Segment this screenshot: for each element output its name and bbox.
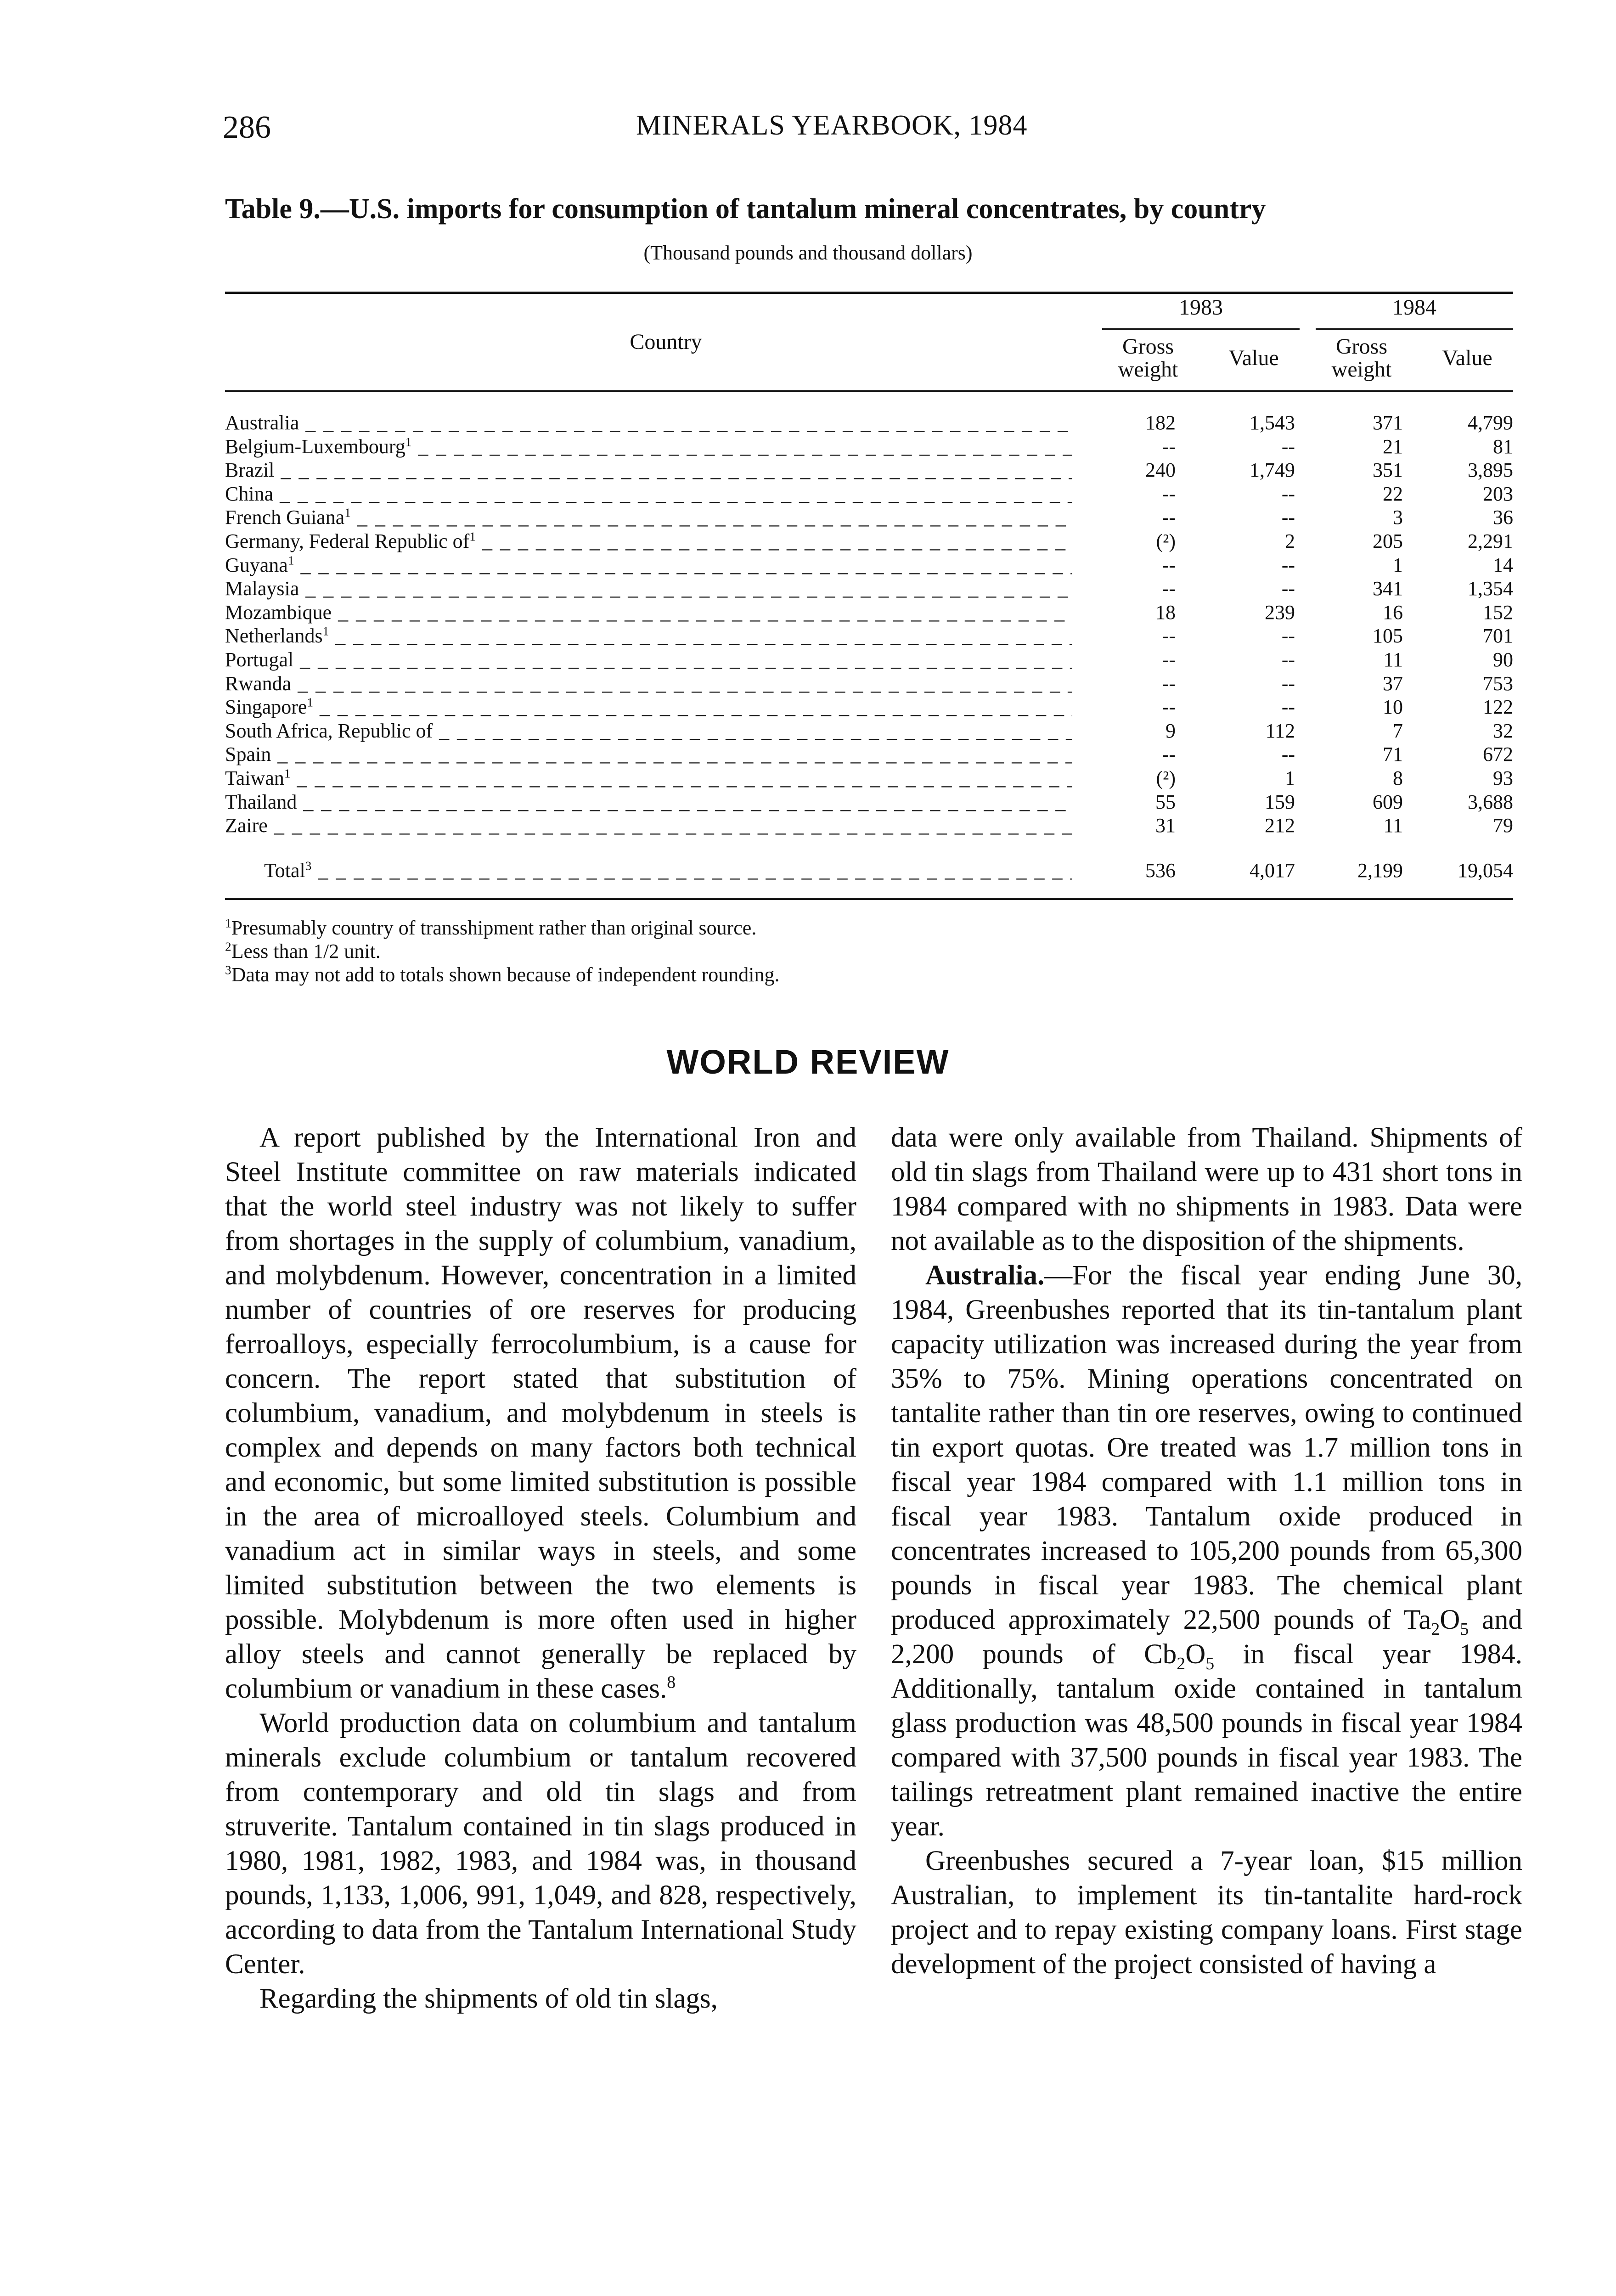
table-row — [225, 435, 1513, 459]
header-year-1983: 1983 — [1179, 295, 1223, 320]
footnote — [225, 940, 779, 963]
country-name: French Guiana — [225, 506, 345, 529]
country-cell — [225, 695, 1072, 719]
gross-weight-1983-cell: -- — [1162, 577, 1176, 600]
country-name: Portugal — [225, 648, 294, 671]
paragraph: World production data on columbium and tantalum minerals exclude columbium or tantalum recovered from contemporary and old tin slags and from struverite. Tantalum contained in tin slags produced in 1980, 1981, 1982, 1983, and 1984 was, in thousand pounds, 1,133, 1,006, 991, 1,049, and 828, respectively, according to data from the Tantalum International Study Center. — [225, 1708, 856, 1980]
value-1983-cell: 1,543 — [1250, 411, 1295, 434]
value-1983-cell: 1 — [1285, 766, 1295, 789]
table-title — [225, 193, 1266, 225]
country-footnote-mark: 1 — [322, 624, 329, 638]
country-cell — [225, 482, 1072, 506]
value-1984-cell: 79 — [1493, 814, 1513, 837]
gross-weight-1983-cell: -- — [1162, 553, 1176, 576]
country-cell — [225, 719, 1072, 743]
value-1983-cell: -- — [1281, 553, 1295, 576]
table-row — [225, 506, 1513, 529]
table-number: Table 9. — [225, 193, 321, 225]
page-number: 286 — [223, 110, 271, 145]
gross-weight-1983-cell: -- — [1162, 648, 1176, 671]
value-1983-cell: 112 — [1265, 719, 1295, 742]
country-cell — [225, 743, 1072, 766]
table-body — [225, 411, 1513, 838]
value-1983-cell: -- — [1281, 625, 1295, 647]
value-1983-cell: -- — [1281, 648, 1295, 671]
paragraph-text: O — [1440, 1604, 1460, 1635]
country-name: Rwanda — [225, 672, 292, 695]
table-row — [225, 648, 1513, 672]
subscript: 5 — [1460, 1620, 1469, 1639]
gross-weight-1984-cell: 205 — [1373, 529, 1403, 552]
value-1983-cell: -- — [1281, 672, 1295, 695]
gross-weight-1983-cell: 18 — [1155, 601, 1176, 624]
table-row — [225, 695, 1513, 719]
country-cell — [225, 601, 1072, 625]
table-row — [225, 601, 1513, 625]
header-value-1984: Value — [1442, 346, 1492, 370]
table-row — [225, 458, 1513, 482]
country-footnote-mark: 1 — [469, 529, 476, 544]
total-footnote-mark: 3 — [305, 859, 312, 873]
value-1983-cell: -- — [1281, 696, 1295, 719]
table-top-rule — [225, 292, 1513, 294]
gross-weight-1983-cell: (²) — [1156, 529, 1176, 552]
value-1984-cell: 3,895 — [1468, 459, 1513, 482]
table-row — [225, 743, 1513, 766]
section-heading: WORLD REVIEW — [666, 1043, 950, 1081]
paragraph-text: and 2,200 pounds of Cb — [891, 1604, 1523, 1670]
paragraph-text: O — [1185, 1639, 1206, 1670]
gross-weight-1984-cell: 11 — [1383, 648, 1403, 671]
country-name: Zaire — [225, 814, 268, 837]
country-name: South Africa, Republic of — [225, 719, 433, 742]
gross-weight-1983-cell: -- — [1162, 482, 1176, 505]
table-subtitle: (Thousand pounds and thousand dollars) — [643, 242, 973, 264]
gross-weight-1983-cell: 240 — [1145, 459, 1176, 482]
country-footnote-mark: 1 — [287, 553, 294, 567]
gross-weight-1984-cell: 37 — [1383, 672, 1403, 695]
country-cell — [225, 672, 1072, 696]
gross-weight-1984-cell: 105 — [1373, 625, 1403, 647]
gross-weight-1983-cell: 9 — [1166, 719, 1176, 742]
body-column-left — [225, 1120, 856, 2016]
paragraph-text: —For the fiscal year ending June 30, 1984, Greenbushes reported that its tin-tantalum plant capacity utilization was increased during the year from 35% to 75%. Mining operations concentrated on tantalite rather than tin ore reserves, owing to continued tin export quotas. Ore treated was 1.7 million tons in fiscal year 1984 compared with 1.1 million tons in fiscal year 1983. Tantalum oxide produced in concentrates increased to 105,200 pounds from 65,300 pounds in fiscal year 1983. The chemical plant produced approximately 22,500 pounds of Ta — [891, 1260, 1522, 1635]
gross-weight-1983-cell: 182 — [1145, 411, 1176, 434]
gross-weight-1983-cell: -- — [1162, 625, 1176, 647]
country-footnote-mark: 1 — [344, 506, 351, 520]
header-gross-weight-1984: Gross weight — [1331, 334, 1392, 382]
total-value-1984: 19,054 — [1458, 859, 1513, 882]
country-name: Belgium-Luxembourg — [225, 435, 405, 458]
value-1983-cell: 239 — [1265, 601, 1295, 624]
table-row — [225, 790, 1513, 814]
gross-weight-1984-cell: 10 — [1383, 696, 1403, 719]
gross-weight-1984-cell: 8 — [1393, 766, 1403, 789]
value-1983-cell: 159 — [1265, 790, 1295, 813]
table-row — [225, 553, 1513, 577]
footnote — [225, 963, 779, 986]
country-cell — [225, 553, 1072, 577]
paragraph — [225, 1120, 856, 1706]
table-row — [225, 411, 1513, 435]
value-1984-cell: 672 — [1483, 743, 1513, 766]
value-1983-cell: 2 — [1285, 529, 1295, 552]
value-1984-cell: 2,291 — [1468, 529, 1513, 552]
table-row — [225, 624, 1513, 648]
gross-weight-1984-cell: 11 — [1383, 814, 1403, 837]
country-cell — [225, 624, 1072, 648]
gross-weight-1984-cell: 371 — [1373, 411, 1403, 434]
value-1983-cell: -- — [1281, 577, 1295, 600]
table-row — [225, 577, 1513, 601]
value-1983-cell: 1,749 — [1250, 459, 1295, 482]
country-footnote-mark: 1 — [284, 766, 291, 781]
header-gross-weight-1983: Gross weight — [1118, 334, 1178, 382]
country-cell — [225, 577, 1072, 601]
country-footnote-mark: 1 — [405, 434, 412, 449]
country-name: Singapore — [225, 696, 307, 719]
footnote-text: Less than 1/2 unit. — [231, 940, 381, 962]
value-1984-cell: 93 — [1493, 766, 1513, 789]
value-1984-cell: 203 — [1483, 482, 1513, 505]
country-name: Taiwan — [225, 766, 284, 789]
footnote-mark: 2 — [225, 940, 231, 954]
gross-weight-1983-cell: -- — [1162, 743, 1176, 766]
year-1983-rule — [1102, 328, 1300, 330]
country-name: Germany, Federal Republic of — [225, 529, 470, 552]
gross-weight-1984-cell: 22 — [1383, 482, 1403, 505]
total-value-1983: 4,017 — [1250, 859, 1295, 882]
gross-weight-1983-cell: (²) — [1156, 766, 1176, 789]
country-name: China — [225, 482, 274, 505]
country-cell — [225, 411, 1072, 435]
footnote — [225, 916, 779, 940]
country-name: Netherlands — [225, 625, 323, 647]
value-1984-cell: 122 — [1483, 696, 1513, 719]
value-1984-cell: 753 — [1483, 672, 1513, 695]
gross-weight-1984-cell: 71 — [1383, 743, 1403, 766]
subscript: 5 — [1205, 1654, 1215, 1674]
reference-mark: 8 — [667, 1672, 676, 1692]
country-cell — [225, 435, 1072, 459]
table-header-rule — [225, 390, 1513, 392]
footnote-mark: 3 — [225, 963, 231, 977]
total-label — [264, 859, 1072, 883]
value-1984-cell: 701 — [1483, 625, 1513, 647]
value-1984-cell: 32 — [1493, 719, 1513, 742]
country-footnote-mark: 1 — [307, 695, 314, 709]
table-row — [225, 482, 1513, 506]
value-1984-cell: 4,799 — [1468, 411, 1513, 434]
table-footnotes — [225, 916, 779, 986]
total-gross-weight-1984: 2,199 — [1357, 859, 1403, 882]
gross-weight-1983-cell: 31 — [1155, 814, 1176, 837]
total-gross-weight-1983: 536 — [1145, 859, 1176, 882]
country-cell — [225, 790, 1072, 814]
gross-weight-1983-cell: -- — [1162, 435, 1176, 458]
subscript: 2 — [1177, 1654, 1186, 1674]
paragraph — [891, 1258, 1522, 1844]
paragraph: Greenbushes secured a 7-year loan, $15 million Australian, to implement its tin-tantalite hard-rock project and to repay existing company loans. First stage development of the project consisted of having a — [891, 1846, 1522, 1980]
value-1984-cell: 90 — [1493, 648, 1513, 671]
country-cell — [225, 458, 1072, 482]
table-row — [225, 766, 1513, 790]
table-row — [225, 814, 1513, 838]
table-row — [225, 529, 1513, 553]
value-1984-cell: 36 — [1493, 506, 1513, 529]
paragraph-text: in fiscal year 1984. Additionally, tantalum oxide contained in tantalum glass production was 48,500 pounds in fiscal year 1984 compared with 37,500 pounds in fiscal year 1983. The tailings retreatment plant remained inactive the entire year. — [891, 1639, 1522, 1842]
country-name: Brazil — [225, 459, 275, 482]
footnote-text: Presumably country of transshipment rather than original source. — [231, 917, 757, 939]
value-1984-cell: 1,354 — [1468, 577, 1513, 600]
country-name: Thailand — [225, 790, 297, 813]
country-cell — [225, 766, 1072, 790]
header-year-1984: 1984 — [1392, 295, 1436, 320]
gross-weight-1983-cell: -- — [1162, 672, 1176, 695]
gross-weight-1984-cell: 341 — [1373, 577, 1403, 600]
country-name: Spain — [225, 743, 271, 766]
country-name: Guyana — [225, 553, 288, 576]
paragraph-text: A report published by the International Iron and Steel Institute committee on raw materials indicated that the world steel industry was not likely to suffer from shortages in the supply of columbium, vanadium, and molybdenum. However, concentration in a limited number of countries of ore reserves for producing ferroalloys, especially ferrocolumbium, is a cause for concern. The report stated that substitution of columbium, vanadium, and molybdenum in steels is complex and depends on many factors both technical and economic, but some limited substitution is possible in the area of microalloyed steels. Columbium and vanadium act in similar ways in steels, and some limited substitution between the two elements is possible. Molybdenum is more often used in higher alloy steels and cannot generally be replaced by columbium or vanadium in these cases. — [225, 1122, 856, 1704]
value-1984-cell: 14 — [1493, 553, 1513, 576]
value-1984-cell: 152 — [1483, 601, 1513, 624]
table-title-text: —U.S. imports for consumption of tantalum mineral concentrates, by country — [320, 193, 1266, 225]
table-row — [225, 672, 1513, 696]
body-column-right — [891, 1120, 1522, 1981]
country-cell — [225, 648, 1072, 672]
country-name: Australia — [225, 411, 299, 434]
value-1984-cell: 3,688 — [1468, 790, 1513, 813]
running-head: MINERALS YEARBOOK, 1984 — [636, 110, 1028, 141]
total-label-text: Total — [264, 859, 305, 882]
gross-weight-1983-cell: 55 — [1155, 790, 1176, 813]
country-name: Mozambique — [225, 601, 332, 624]
subscript: 2 — [1431, 1620, 1440, 1639]
gross-weight-1984-cell: 16 — [1383, 601, 1403, 624]
value-1983-cell: 212 — [1265, 814, 1295, 837]
country-name: Malaysia — [225, 577, 299, 600]
country-cell — [225, 506, 1072, 529]
gross-weight-1984-cell: 3 — [1393, 506, 1403, 529]
value-1983-cell: -- — [1281, 435, 1295, 458]
value-1984-cell: 81 — [1493, 435, 1513, 458]
year-1984-rule — [1316, 328, 1513, 330]
gross-weight-1984-cell: 609 — [1373, 790, 1403, 813]
table-total-row — [225, 859, 1513, 883]
value-1983-cell: -- — [1281, 482, 1295, 505]
value-1983-cell: -- — [1281, 743, 1295, 766]
paragraph: Regarding the shipments of old tin slags, — [259, 1983, 718, 2014]
paragraph-lead: Australia. — [925, 1260, 1045, 1291]
country-cell — [225, 529, 1072, 553]
header-value-1983: Value — [1228, 346, 1279, 370]
table-row — [225, 719, 1513, 743]
gross-weight-1983-cell: -- — [1162, 506, 1176, 529]
gross-weight-1984-cell: 1 — [1393, 553, 1403, 576]
gross-weight-1984-cell: 7 — [1393, 719, 1403, 742]
gross-weight-1984-cell: 351 — [1373, 459, 1403, 482]
gross-weight-1984-cell: 21 — [1383, 435, 1403, 458]
table-bottom-rule — [225, 898, 1513, 900]
paragraph: data were only available from Thailand. Shipments of old tin slags from Thailand were up to 431 short tons in 1984 compared with no shipments in 1983. Data were not available as to the disposition of the shipments. — [891, 1122, 1522, 1256]
gross-weight-1983-cell: -- — [1162, 696, 1176, 719]
country-cell — [225, 814, 1072, 838]
footnote-text: Data may not add to totals shown because of independent rounding. — [231, 963, 780, 986]
value-1983-cell: -- — [1281, 506, 1295, 529]
header-country: Country — [630, 330, 702, 354]
footnote-mark: 1 — [225, 916, 231, 930]
